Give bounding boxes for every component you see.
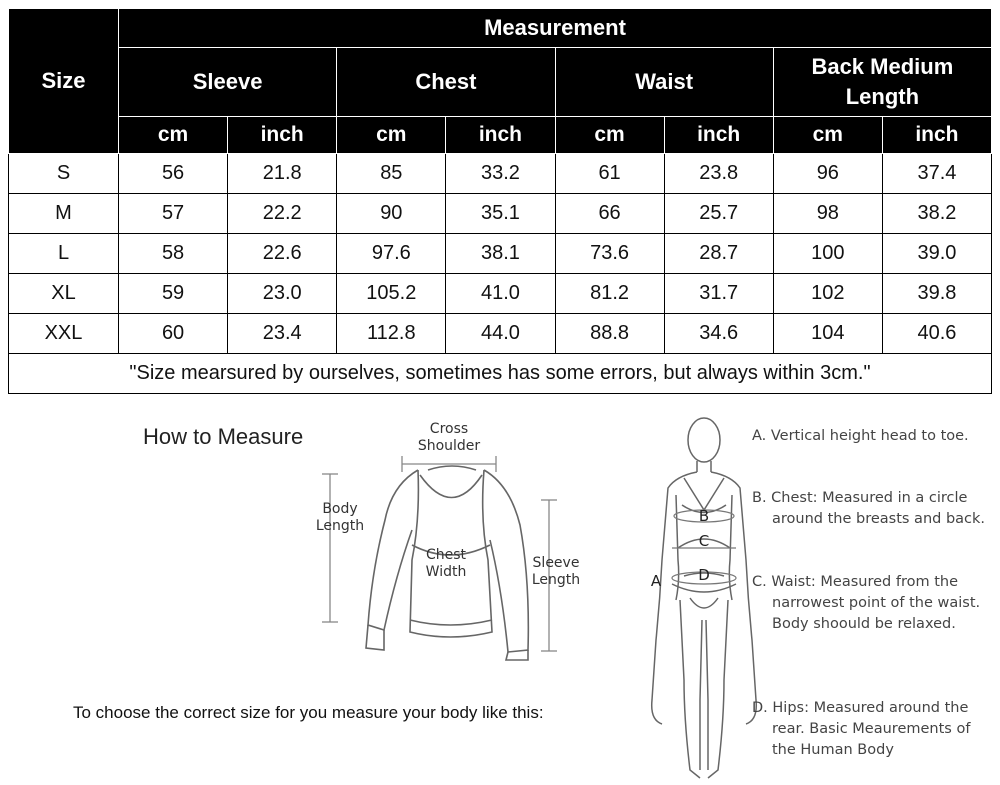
table-cell: 85: [337, 154, 446, 194]
sleeve-header: Sleeve: [119, 48, 337, 117]
table-cell: 22.2: [228, 194, 337, 234]
unit-header: inch: [446, 117, 555, 154]
table-cell: 21.8: [228, 154, 337, 194]
table-cell: 39.8: [882, 274, 991, 314]
size-cell: XL: [9, 274, 119, 314]
table-cell: 88.8: [555, 314, 664, 354]
table-cell: 31.7: [664, 274, 773, 314]
table-cell: 35.1: [446, 194, 555, 234]
marker-c: C: [698, 532, 710, 550]
table-cell: 102: [773, 274, 882, 314]
table-cell: 38.2: [882, 194, 991, 234]
legend-item-c: C. Waist: Measured from the narrowest point of the waist. Body shoould be relaxed.: [752, 574, 981, 632]
table-cell: 112.8: [337, 314, 446, 354]
size-cell: S: [9, 154, 119, 194]
table-cell: 90: [337, 194, 446, 234]
legend-item-a: A. Vertical height head to toe.: [752, 428, 969, 444]
size-cell: XXL: [9, 314, 119, 354]
unit-header: cm: [119, 117, 228, 154]
legend-item-b: B. Chest: Measured in a circle around the breasts and back.: [752, 490, 986, 527]
table-cell: 38.1: [446, 234, 555, 274]
unit-header: inch: [882, 117, 991, 154]
marker-a: A: [650, 572, 662, 590]
table-cell: 56: [119, 154, 228, 194]
cross-shoulder-label: Cross Shoulder: [417, 421, 481, 454]
table-cell: 28.7: [664, 234, 773, 274]
table-cell: 61: [555, 154, 664, 194]
size-cell: M: [9, 194, 119, 234]
chest-header: Chest: [337, 48, 555, 117]
table-cell: 60: [119, 314, 228, 354]
table-cell: 100: [773, 234, 882, 274]
table-cell: 66: [555, 194, 664, 234]
table-cell: 104: [773, 314, 882, 354]
table-cell: 73.6: [555, 234, 664, 274]
marker-d: D: [698, 566, 710, 584]
table-cell: 39.0: [882, 234, 991, 274]
table-cell: 22.6: [228, 234, 337, 274]
unit-header: inch: [664, 117, 773, 154]
table-cell: 97.6: [337, 234, 446, 274]
unit-header: inch: [228, 117, 337, 154]
table-cell: 96: [773, 154, 882, 194]
table-cell: 59: [119, 274, 228, 314]
table-cell: 98: [773, 194, 882, 234]
unit-header: cm: [337, 117, 446, 154]
table-cell: 57: [119, 194, 228, 234]
marker-b: B: [698, 507, 710, 525]
unit-header: cm: [555, 117, 664, 154]
sleeve-length-label: Sleeve Length: [531, 555, 581, 588]
measurement-header: Measurement: [119, 9, 992, 48]
chest-width-label: Chest Width: [425, 547, 467, 580]
unit-header: cm: [773, 117, 882, 154]
measure-instruction: To choose the correct size for you measure your body like this:: [73, 703, 544, 722]
how-to-measure-title: How to Measure: [143, 424, 304, 449]
table-cell: 40.6: [882, 314, 991, 354]
table-cell: 23.8: [664, 154, 773, 194]
table-cell: 58: [119, 234, 228, 274]
table-cell: 23.4: [228, 314, 337, 354]
measurement-note: "Size mearsured by ourselves, sometimes has some errors, but always within 3cm.": [9, 354, 992, 394]
back-length-header: Back Medium Length: [773, 48, 991, 117]
table-cell: 41.0: [446, 274, 555, 314]
table-cell: 105.2: [337, 274, 446, 314]
size-header: Size: [9, 9, 119, 154]
body-length-label: Body Length: [315, 501, 365, 534]
table-cell: 33.2: [446, 154, 555, 194]
size-cell: L: [9, 234, 119, 274]
table-cell: 34.6: [664, 314, 773, 354]
legend-item-d: D. Hips: Measured around the rear. Basic Meaurements of the Human Body: [752, 700, 971, 758]
table-cell: 37.4: [882, 154, 991, 194]
table-cell: 81.2: [555, 274, 664, 314]
waist-header: Waist: [555, 48, 773, 117]
human-body-figure: [652, 418, 757, 778]
table-cell: 44.0: [446, 314, 555, 354]
table-cell: 23.0: [228, 274, 337, 314]
table-cell: 25.7: [664, 194, 773, 234]
